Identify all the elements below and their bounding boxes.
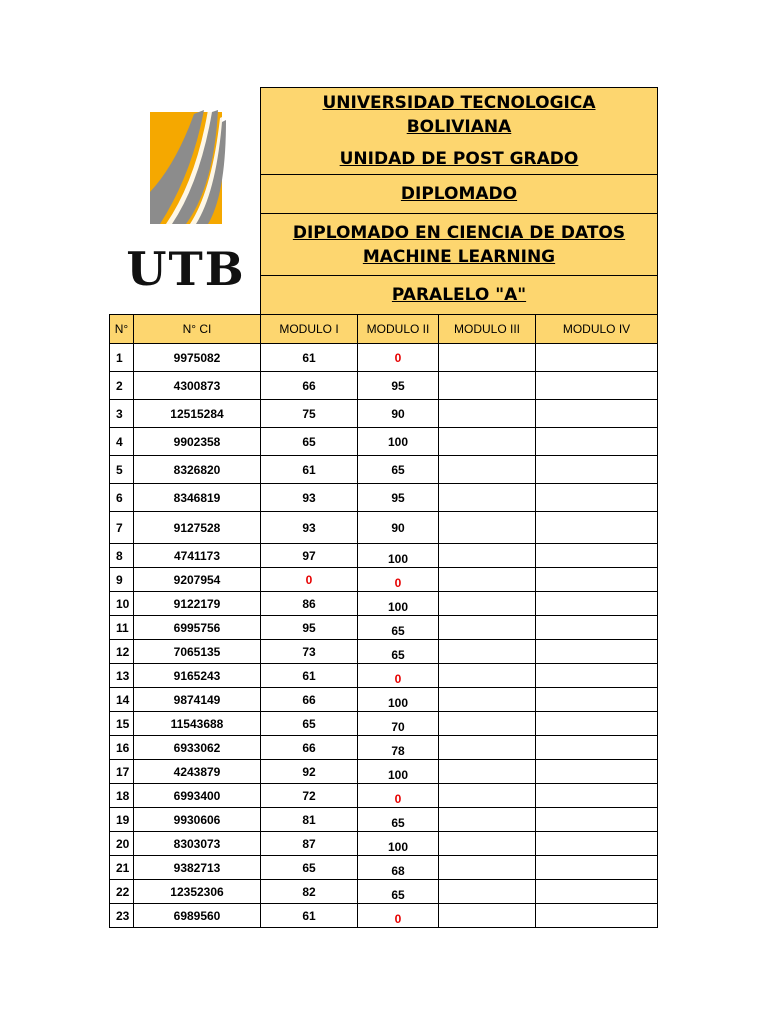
ci-cell: 9122179 (134, 592, 261, 616)
program-type-header (260, 174, 658, 214)
ci-cell: 8326820 (134, 456, 261, 484)
modulo-4-cell (536, 760, 658, 784)
modulo-3-cell (439, 640, 536, 664)
col-header-ci: N° CI (134, 315, 261, 344)
modulo-1-cell: 66 (261, 736, 358, 760)
logo-text: UTB (126, 242, 246, 296)
table-row (110, 904, 658, 928)
ci-cell: 9975082 (134, 344, 261, 372)
modulo-2-cell: 78 (358, 736, 439, 760)
modulo-1-cell: 95 (261, 616, 358, 640)
table-row (110, 512, 658, 544)
modulo-1-cell: 0 (261, 568, 358, 592)
table-row (110, 856, 658, 880)
modulo-2-cell: 0 (358, 784, 439, 808)
modulo-2-cell: 95 (358, 372, 439, 400)
modulo-4-cell (536, 904, 658, 928)
row-number: 2 (110, 372, 134, 400)
row-number: 12 (110, 640, 134, 664)
modulo-1-cell: 66 (261, 688, 358, 712)
program-name-line1: DIPLOMADO EN CIENCIA DE DATOS (292, 222, 626, 243)
modulo-2-cell: 100 (358, 428, 439, 456)
modulo-4-cell (536, 512, 658, 544)
modulo-3-cell (439, 736, 536, 760)
modulo-4-cell (536, 544, 658, 568)
table-row (110, 784, 658, 808)
modulo-2-cell: 0 (358, 664, 439, 688)
row-number: 23 (110, 904, 134, 928)
modulo-3-cell (439, 712, 536, 736)
utb-logo (126, 104, 246, 296)
modulo-2-cell: 65 (358, 456, 439, 484)
modulo-4-cell (536, 616, 658, 640)
modulo-4-cell (536, 640, 658, 664)
section-header (260, 275, 658, 315)
program-name-line2: MACHINE LEARNING (362, 246, 556, 267)
modulo-3-cell (439, 856, 536, 880)
row-number: 9 (110, 568, 134, 592)
table-row (110, 592, 658, 616)
modulo-4-cell (536, 784, 658, 808)
ci-cell: 9127528 (134, 512, 261, 544)
modulo-1-cell: 86 (261, 592, 358, 616)
table-row (110, 760, 658, 784)
modulo-4-cell (536, 592, 658, 616)
modulo-3-cell (439, 808, 536, 832)
row-number: 4 (110, 428, 134, 456)
modulo-3-cell (439, 880, 536, 904)
row-number: 16 (110, 736, 134, 760)
modulo-2-cell: 70 (358, 712, 439, 736)
row-number: 19 (110, 808, 134, 832)
university-name-line2: BOLIVIANA (406, 117, 512, 137)
table-row (110, 664, 658, 688)
ci-cell: 7065135 (134, 640, 261, 664)
row-number: 1 (110, 344, 134, 372)
table-row (110, 372, 658, 400)
modulo-3-cell (439, 484, 536, 512)
table-row (110, 456, 658, 484)
modulo-3-cell (439, 568, 536, 592)
row-number: 14 (110, 688, 134, 712)
row-number: 13 (110, 664, 134, 688)
modulo-1-cell: 81 (261, 808, 358, 832)
modulo-3-cell (439, 512, 536, 544)
modulo-2-cell: 0 (358, 568, 439, 592)
modulo-4-cell (536, 568, 658, 592)
modulo-4-cell (536, 484, 658, 512)
modulo-1-cell: 72 (261, 784, 358, 808)
modulo-2-cell: 0 (358, 344, 439, 372)
modulo-4-cell (536, 832, 658, 856)
ci-cell: 9902358 (134, 428, 261, 456)
row-number: 3 (110, 400, 134, 428)
ci-cell: 8303073 (134, 832, 261, 856)
row-number: 15 (110, 712, 134, 736)
section-name: PARALELO "A" (391, 285, 527, 305)
modulo-2-cell: 100 (358, 688, 439, 712)
modulo-4-cell (536, 664, 658, 688)
col-header-number: N° (110, 315, 134, 344)
row-number: 10 (110, 592, 134, 616)
modulo-3-cell (439, 456, 536, 484)
modulo-4-cell (536, 344, 658, 372)
modulo-3-cell (439, 544, 536, 568)
modulo-1-cell: 93 (261, 484, 358, 512)
ci-cell: 9382713 (134, 856, 261, 880)
modulo-3-cell (439, 664, 536, 688)
modulo-1-cell: 73 (261, 640, 358, 664)
modulo-1-cell: 65 (261, 712, 358, 736)
table-row (110, 808, 658, 832)
modulo-1-cell: 65 (261, 428, 358, 456)
col-header-modulo-1: MODULO I (261, 315, 358, 344)
modulo-1-cell: 92 (261, 760, 358, 784)
table-body (110, 344, 658, 928)
modulo-4-cell (536, 736, 658, 760)
row-number: 6 (110, 484, 134, 512)
modulo-2-cell: 90 (358, 512, 439, 544)
modulo-2-cell: 65 (358, 808, 439, 832)
modulo-1-cell: 61 (261, 344, 358, 372)
table-header-row (110, 315, 658, 344)
ci-cell: 9874149 (134, 688, 261, 712)
ci-cell: 12515284 (134, 400, 261, 428)
ci-cell: 12352306 (134, 880, 261, 904)
modulo-3-cell (439, 832, 536, 856)
row-number: 5 (110, 456, 134, 484)
unit-name: UNIDAD DE POST GRADO (339, 149, 579, 169)
ci-cell: 4300873 (134, 372, 261, 400)
ci-cell: 6995756 (134, 616, 261, 640)
modulo-2-cell: 95 (358, 484, 439, 512)
modulo-2-cell: 65 (358, 640, 439, 664)
table-row (110, 736, 658, 760)
table-row (110, 400, 658, 428)
modulo-4-cell (536, 456, 658, 484)
modulo-3-cell (439, 344, 536, 372)
modulo-1-cell: 65 (261, 856, 358, 880)
row-number: 8 (110, 544, 134, 568)
row-number: 18 (110, 784, 134, 808)
modulo-3-cell (439, 616, 536, 640)
table-row (110, 712, 658, 736)
col-header-modulo-3: MODULO III (439, 315, 536, 344)
row-number: 7 (110, 512, 134, 544)
modulo-1-cell: 97 (261, 544, 358, 568)
modulo-3-cell (439, 400, 536, 428)
table-row (110, 616, 658, 640)
modulo-1-cell: 61 (261, 664, 358, 688)
ci-cell: 9207954 (134, 568, 261, 592)
modulo-4-cell (536, 856, 658, 880)
table-row (110, 568, 658, 592)
modulo-2-cell: 100 (358, 592, 439, 616)
university-name-line1: UNIVERSIDAD TECNOLOGICA (322, 93, 596, 113)
modulo-2-cell: 100 (358, 544, 439, 568)
row-number: 22 (110, 880, 134, 904)
table-row (110, 428, 658, 456)
table-row (110, 832, 658, 856)
program-name-header (260, 213, 658, 276)
modulo-2-cell: 0 (358, 904, 439, 928)
modulo-1-cell: 61 (261, 456, 358, 484)
modulo-1-cell: 75 (261, 400, 358, 428)
ci-cell: 4243879 (134, 760, 261, 784)
row-number: 17 (110, 760, 134, 784)
modulo-4-cell (536, 880, 658, 904)
modulo-2-cell: 100 (358, 760, 439, 784)
modulo-3-cell (439, 904, 536, 928)
modulo-1-cell: 82 (261, 880, 358, 904)
modulo-2-cell: 65 (358, 616, 439, 640)
row-number: 20 (110, 832, 134, 856)
modulo-1-cell: 61 (261, 904, 358, 928)
table-row (110, 640, 658, 664)
ci-cell: 6989560 (134, 904, 261, 928)
ci-cell: 9930606 (134, 808, 261, 832)
modulo-4-cell (536, 712, 658, 736)
modulo-3-cell (439, 372, 536, 400)
table-row (110, 484, 658, 512)
col-header-modulo-4: MODULO IV (536, 315, 658, 344)
modulo-1-cell: 66 (261, 372, 358, 400)
university-header (260, 87, 658, 175)
modulo-4-cell (536, 372, 658, 400)
table-row (110, 344, 658, 372)
modulo-4-cell (536, 428, 658, 456)
program-type: DIPLOMADO (400, 184, 518, 204)
modulo-3-cell (439, 428, 536, 456)
ci-cell: 8346819 (134, 484, 261, 512)
modulo-2-cell: 90 (358, 400, 439, 428)
ci-cell: 9165243 (134, 664, 261, 688)
ci-cell: 11543688 (134, 712, 261, 736)
ci-cell: 6993400 (134, 784, 261, 808)
table-row (110, 880, 658, 904)
modulo-3-cell (439, 760, 536, 784)
modulo-3-cell (439, 784, 536, 808)
modulo-2-cell: 100 (358, 832, 439, 856)
row-number: 21 (110, 856, 134, 880)
col-header-modulo-2: MODULO II (358, 315, 439, 344)
modulo-1-cell: 87 (261, 832, 358, 856)
modulo-3-cell (439, 688, 536, 712)
modulo-4-cell (536, 688, 658, 712)
modulo-2-cell: 65 (358, 880, 439, 904)
modulo-2-cell: 68 (358, 856, 439, 880)
modulo-4-cell (536, 808, 658, 832)
table-row (110, 688, 658, 712)
ci-cell: 6933062 (134, 736, 261, 760)
modulo-3-cell (439, 592, 536, 616)
modulo-1-cell: 93 (261, 512, 358, 544)
ci-cell: 4741173 (134, 544, 261, 568)
table-row (110, 544, 658, 568)
row-number: 11 (110, 616, 134, 640)
modulo-4-cell (536, 400, 658, 428)
grades-table (109, 314, 658, 928)
